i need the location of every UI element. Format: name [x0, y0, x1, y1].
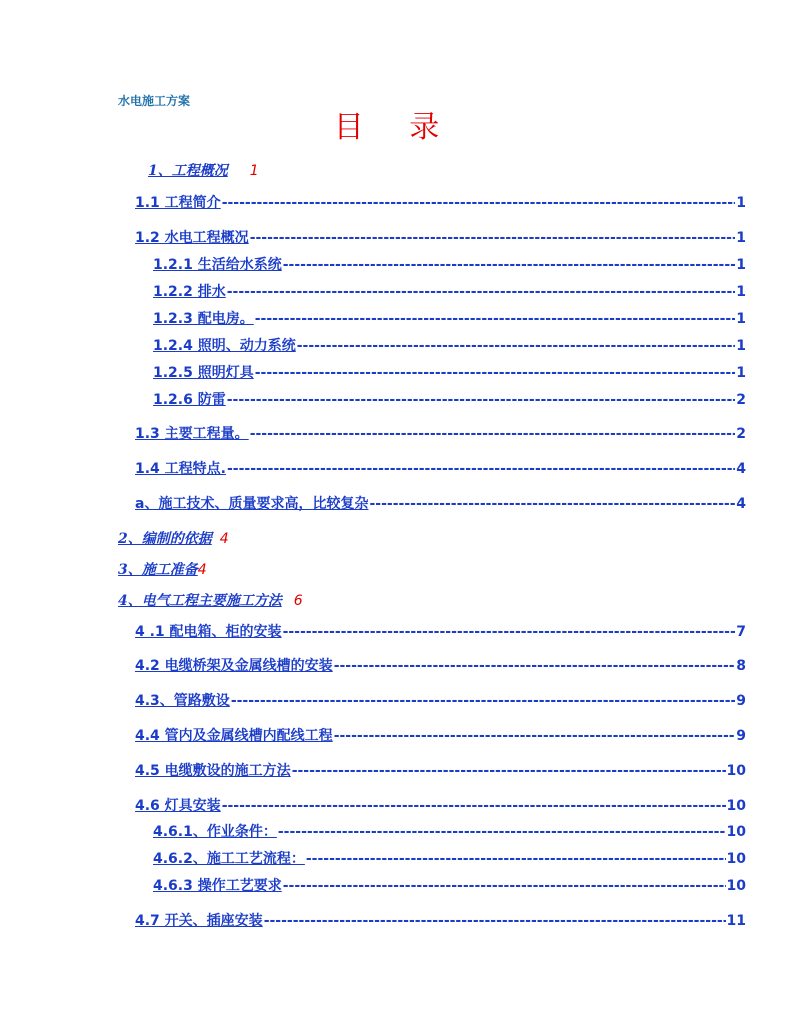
toc-entry-link[interactable]: 4.7 开关、插座安装 [135, 913, 263, 929]
toc-entry-link[interactable]: 4.6.3 操作工艺要求 [153, 878, 282, 894]
toc-entry[interactable] [148, 160, 259, 180]
toc-dot-leader [231, 691, 735, 711]
toc-page-number: 8 [736, 658, 746, 674]
toc-page-number: 4 [736, 461, 746, 477]
toc-dot-leader [255, 309, 736, 329]
toc-entry-link[interactable]: 4.3、管路敷设 [135, 693, 230, 709]
toc-page-number: 1 [736, 195, 746, 211]
toc-entry[interactable] [153, 876, 746, 896]
toc-page-number: 10 [726, 878, 746, 894]
toc-dot-leader [334, 656, 736, 676]
toc-page-number: 1 [736, 365, 746, 381]
toc-dot-leader [227, 459, 735, 479]
toc-dot-leader [283, 622, 736, 642]
toc-entry-link[interactable]: 1、工程概况 [148, 163, 228, 179]
toc-dot-leader [297, 336, 736, 356]
toc-page-number: 1 [736, 311, 746, 327]
toc-page-number: 1 [736, 230, 746, 246]
toc-entry-link[interactable]: 1.4 工程特点. [135, 461, 226, 477]
toc-entry[interactable] [153, 282, 746, 302]
toc-entry-link[interactable]: 4.6 灯具安装 [135, 798, 221, 814]
toc-entry[interactable] [118, 590, 303, 610]
toc-dot-leader [306, 849, 726, 869]
toc-page-number: 4 [197, 562, 207, 578]
toc-entry-link[interactable]: 4.5 电缆敷设的施工方法 [135, 763, 291, 779]
toc-title: 目 录 [333, 110, 458, 145]
toc-page-number: 1 [736, 284, 746, 300]
toc-entry[interactable] [135, 911, 746, 931]
toc-dot-leader [227, 390, 736, 410]
toc-entry-link[interactable]: 1.2.4 照明、动力系统 [153, 338, 296, 354]
toc-dot-leader [250, 228, 736, 248]
toc-page-number: 1 [736, 338, 746, 354]
toc-entry-link[interactable]: 1.2.2 排水 [153, 284, 226, 300]
toc-entry[interactable] [135, 656, 746, 676]
toc-dot-leader [334, 726, 736, 746]
toc-page-number: 9 [736, 728, 746, 744]
toc-page-number: 10 [726, 798, 746, 814]
toc-entry[interactable] [135, 691, 746, 711]
toc-entry[interactable] [135, 494, 746, 514]
toc-page-number: 2 [736, 392, 746, 408]
toc-page-number: 11 [726, 913, 746, 929]
toc-page-number: 1 [249, 163, 259, 179]
toc-entry-link[interactable]: 1.2.1 生活给水系统 [153, 257, 282, 273]
toc-entry[interactable] [135, 228, 746, 248]
toc-entry-link[interactable]: 4.6.2、施工工艺流程： [153, 851, 305, 867]
toc-entry-link[interactable]: 1.1 工程简介 [135, 195, 221, 211]
toc-page-number: 6 [293, 593, 303, 609]
toc-entry[interactable] [135, 459, 746, 479]
toc-page-number: 7 [736, 624, 746, 640]
toc-page-number: 10 [726, 763, 746, 779]
toc-entry-link[interactable]: a、施工技术、质量要求高，比较复杂 [135, 496, 369, 512]
toc-entry[interactable] [153, 390, 746, 410]
toc-entry[interactable] [153, 822, 746, 842]
toc-entry[interactable] [135, 424, 746, 444]
toc-dot-leader [264, 911, 726, 931]
toc-entry-link[interactable]: 4 .1 配电箱、柜的安装 [135, 624, 282, 640]
toc-dot-leader [283, 255, 736, 275]
toc-dot-leader [250, 424, 736, 444]
toc-page-number: 4 [219, 531, 229, 547]
toc-entry[interactable] [135, 761, 746, 781]
toc-entry-link[interactable]: 1.3 主要工程量。 [135, 426, 249, 442]
toc-dot-leader [255, 363, 736, 383]
toc-dot-leader [222, 796, 726, 816]
toc-entry-link[interactable]: 4.6.1、作业条件： [153, 824, 277, 840]
toc-entry[interactable] [153, 363, 746, 383]
toc-entry[interactable] [153, 336, 746, 356]
toc-dot-leader [222, 193, 736, 213]
toc-entry-link[interactable]: 4、电气工程主要施工方法 [118, 593, 282, 609]
toc-entry[interactable] [135, 622, 746, 642]
toc-entry[interactable] [135, 796, 746, 816]
toc-entry[interactable] [135, 193, 746, 213]
toc-dot-leader [292, 761, 726, 781]
toc-entry[interactable] [118, 528, 229, 548]
toc-page-number: 1 [736, 257, 746, 273]
toc-entry-link[interactable]: 1.2 水电工程概况 [135, 230, 249, 246]
toc-entry[interactable] [153, 309, 746, 329]
toc-page-number: 2 [736, 426, 746, 442]
document-header: 水电施工方案 [118, 94, 191, 108]
toc-dot-leader [369, 494, 735, 514]
toc-entry[interactable] [153, 849, 746, 869]
toc-entry-link[interactable]: 2、编制的依据 [118, 531, 212, 547]
toc-page-number: 10 [726, 824, 746, 840]
toc-page-number: 4 [736, 496, 746, 512]
toc-entry[interactable] [118, 559, 207, 579]
toc-entry-link[interactable]: 1.2.5 照明灯具 [153, 365, 254, 381]
toc-page-number: 9 [736, 693, 746, 709]
toc-dot-leader [283, 876, 726, 896]
toc-page-number: 10 [726, 851, 746, 867]
toc-dot-leader [227, 282, 736, 302]
toc-entry-link[interactable]: 3、施工准备 [118, 562, 198, 578]
toc-dot-leader [278, 822, 726, 842]
toc-entry-link[interactable]: 1.2.3 配电房。 [153, 311, 254, 327]
toc-entry[interactable] [153, 255, 746, 275]
toc-entry-link[interactable]: 4.2 电缆桥架及金属线槽的安装 [135, 658, 333, 674]
toc-entry[interactable] [135, 726, 746, 746]
toc-entry-link[interactable]: 4.4 管内及金属线槽内配线工程 [135, 728, 333, 744]
toc-entry-link[interactable]: 1.2.6 防雷 [153, 392, 226, 408]
